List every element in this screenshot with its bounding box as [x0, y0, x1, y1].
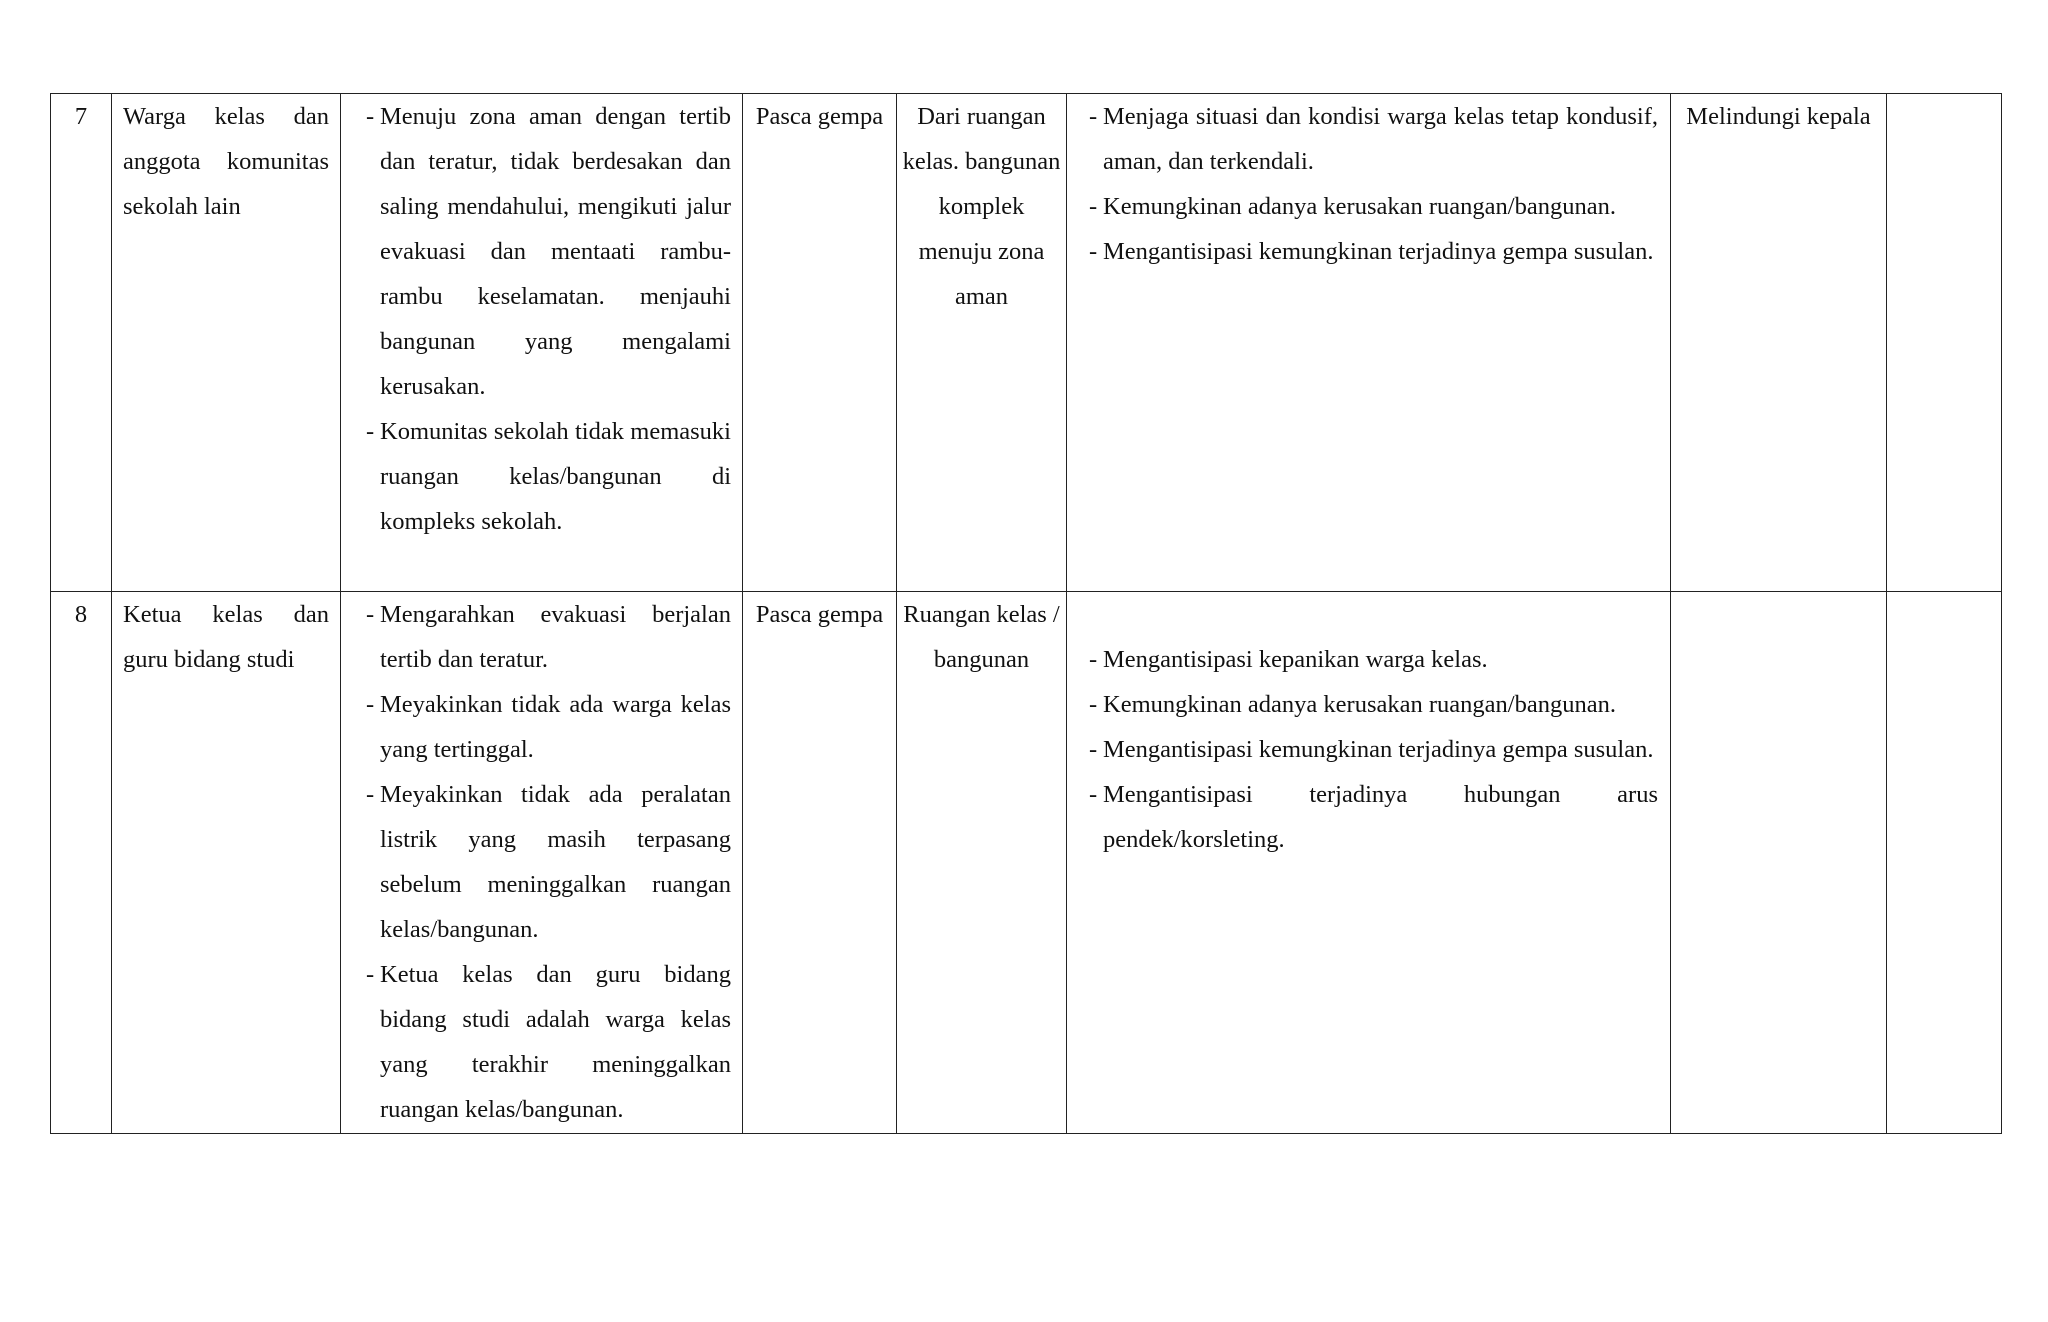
notes-cell	[1067, 592, 1671, 1134]
notes-list	[1089, 637, 1658, 862]
actor-text: Warga kelas dan anggota komunitas sekolah lain	[123, 103, 329, 220]
note-item: - Mengantisipasi terjadinya hubungan arus pendek/korsleting.	[1089, 772, 1658, 862]
blank-line	[1089, 592, 1658, 637]
row-number: 7	[74, 103, 88, 130]
protection-text: Melindungi kepala	[1686, 103, 1871, 130]
table-row	[51, 592, 2002, 1134]
actor-text: Ketua kelas dan guru bidang studi	[123, 601, 329, 673]
action-item: - Menuju zona aman dengan tertib dan teratur, tidak berdesakan dan saling mendahului, mengikuti jalur evakuasi dan mentaati rambu-rambu keselamatan. menjauhi bangunan yang mengalami kerusakan.	[366, 94, 731, 409]
location-text: Dari ruangan kelas. bangunan komplek menuju zona aman	[902, 103, 1061, 310]
row-number-cell	[51, 94, 112, 592]
note-item: - Kemungkinan adanya kerusakan ruangan/bangunan.	[1089, 184, 1658, 229]
extra-cell	[1887, 94, 2002, 592]
location-cell	[897, 592, 1067, 1134]
time-cell	[743, 592, 897, 1134]
row-number: 8	[74, 601, 88, 628]
protection-cell	[1671, 94, 1887, 592]
note-item: - Mengantisipasi kemungkinan terjadinya gempa susulan.	[1089, 229, 1658, 274]
action-item: - Meyakinkan tidak ada warga kelas yang tertinggal.	[366, 682, 731, 772]
note-item: - Mengantisipasi kemungkinan terjadinya gempa susulan.	[1089, 727, 1658, 772]
actions-list	[366, 94, 731, 544]
action-item: - Komunitas sekolah tidak memasuki ruangan kelas/bangunan di kompleks sekolah.	[366, 409, 731, 544]
actor-cell	[112, 94, 341, 592]
note-item: - Kemungkinan adanya kerusakan ruangan/bangunan.	[1089, 682, 1658, 727]
time-text: Pasca gempa	[755, 103, 884, 130]
note-item: - Mengantisipasi kepanikan warga kelas.	[1089, 637, 1658, 682]
actor-cell	[112, 592, 341, 1134]
location-text: Ruangan kelas / bangunan	[903, 601, 1060, 673]
evacuation-procedure-table	[50, 93, 2002, 1134]
protection-cell	[1671, 592, 1887, 1134]
action-item: - Mengarahkan evakuasi berjalan tertib dan teratur.	[366, 592, 731, 682]
location-cell	[897, 94, 1067, 592]
actions-cell	[341, 94, 743, 592]
actions-list	[366, 592, 731, 1132]
time-text: Pasca gempa	[755, 601, 884, 628]
notes-cell	[1067, 94, 1671, 592]
note-item: - Menjaga situasi dan kondisi warga kelas tetap kondusif, aman, dan terkendali.	[1089, 94, 1658, 184]
action-item: - Ketua kelas dan guru bidang bidang studi adalah warga kelas yang terakhir meninggalkan ruangan kelas/bangunan.	[366, 952, 731, 1132]
notes-list	[1089, 94, 1658, 274]
time-cell	[743, 94, 897, 592]
extra-cell	[1887, 592, 2002, 1134]
row-number-cell	[51, 592, 112, 1134]
table-row	[51, 94, 2002, 592]
action-item: - Meyakinkan tidak ada peralatan listrik yang masih terpasang sebelum meninggalkan ruangan kelas/bangunan.	[366, 772, 731, 952]
actions-cell	[341, 592, 743, 1134]
